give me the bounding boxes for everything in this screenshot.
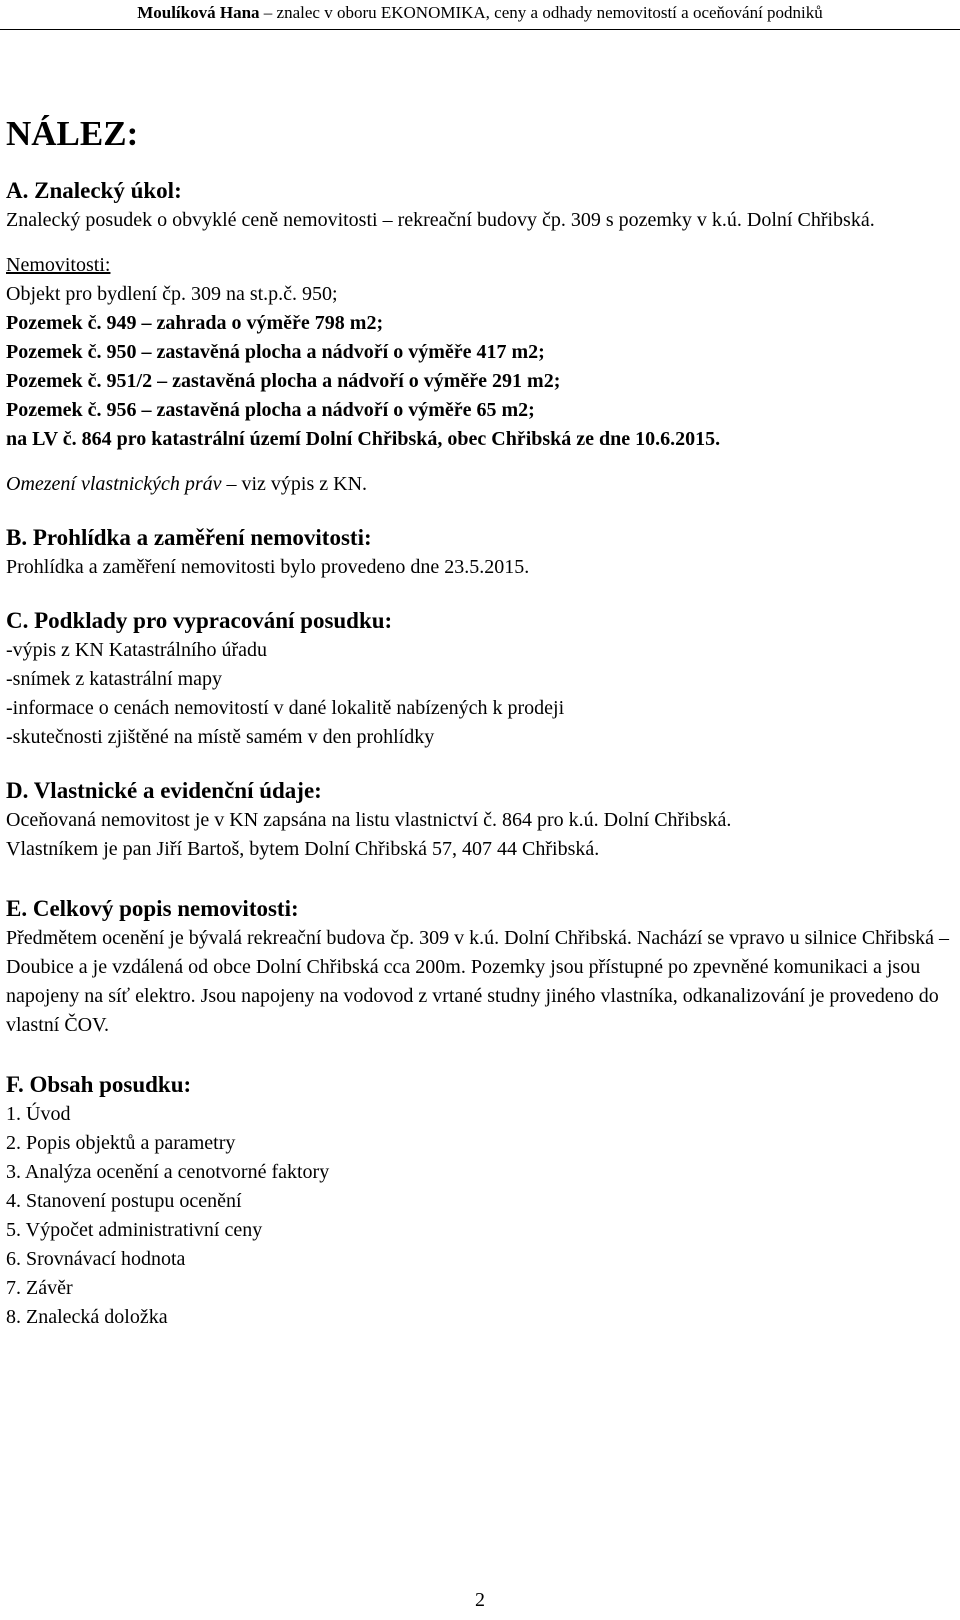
contents-item: 1. Úvod (6, 1103, 71, 1125)
contents-item: 4. Stanovení postupu ocenění (6, 1190, 242, 1212)
section-a (6, 176, 956, 499)
restriction-text: – viz výpis z KN. (226, 473, 368, 495)
source-item: -skutečnosti zjištěné na místě samém v den prohlídky (6, 726, 435, 748)
ownership-line: Oceňovaná nemovitost je v KN zapsána na listu vlastnictví č. 864 pro k.ú. Dolní Chřibská. (6, 809, 732, 831)
page-title: NÁLEZ: (6, 114, 139, 153)
document-body (6, 112, 956, 1332)
section-f (6, 1070, 956, 1332)
property-item: Objekt pro bydlení čp. 309 na st.p.č. 950; (6, 283, 338, 305)
ownership-line: Vlastníkem je pan Jiří Bartoš, bytem Dolní Chřibská 57, 407 44 Chřibská. (6, 838, 600, 860)
header-subtitle: – znalec v oboru EKONOMIKA, ceny a odhady nemovitostí a oceňování podniků (263, 3, 823, 22)
section-b-text: Prohlídka a zaměření nemovitosti bylo provedeno dne 23.5.2015. (6, 556, 530, 578)
section-b (6, 523, 956, 582)
property-item: Pozemek č. 951/2 – zastavěná plocha a nádvoří o výměře 291 m2; (6, 370, 561, 392)
source-item: -výpis z KN Katastrálního úřadu (6, 639, 268, 661)
property-item: Pozemek č. 950 – zastavěná plocha a nádvoří o výměře 417 m2; (6, 341, 545, 363)
header-author: Moulíková Hana (137, 3, 260, 22)
page-number: 2 (475, 1589, 485, 1611)
section-b-title: B. Prohlídka a zaměření nemovitosti: (6, 525, 372, 550)
property-item: Pozemek č. 949 – zahrada o výměře 798 m2; (6, 312, 384, 334)
section-c (6, 606, 956, 752)
section-f-title: F. Obsah posudku: (6, 1072, 192, 1097)
section-d (6, 776, 956, 864)
page-header (0, 3, 960, 23)
contents-item: 2. Popis objektů a parametry (6, 1132, 236, 1154)
contents-item: 5. Výpočet administrativní ceny (6, 1219, 263, 1241)
contents-item: 7. Závěr (6, 1277, 73, 1299)
properties-heading: Nemovitosti: (6, 254, 111, 276)
restriction-label: Omezení vlastnických práv (6, 473, 222, 495)
section-e-text: Předmětem ocenění je bývalá rekreační budova čp. 309 v k.ú. Dolní Chřibská. Nachází se vpravo u silnice Chřibská – Doubice a je vzdálená od obce Dolní Chřibská cca 200m. Pozemky jsou přístupné po zpevněné komunikaci a jsou napojeny na síť elektro. Jsou napojeny na vodovod z vrtané studny jiného vlastníka, odkanalizování je provedeno do vlastní ČOV. (6, 927, 950, 1036)
property-item: na LV č. 864 pro katastrální území Dolní Chřibská, obec Chřibská ze dne 10.6.2015. (6, 428, 721, 450)
property-item: Pozemek č. 956 – zastavěná plocha a nádvoří o výměře 65 m2; (6, 399, 535, 421)
restriction-line (6, 470, 956, 499)
source-item: -informace o cenách nemovitostí v dané lokalitě nabízených k prodeji (6, 697, 565, 719)
section-a-title: A. Znalecký úkol: (6, 178, 182, 203)
section-d-title: D. Vlastnické a evidenční údaje: (6, 778, 322, 803)
contents-item: 3. Analýza ocenění a cenotvorné faktory (6, 1161, 330, 1183)
header-divider (0, 29, 960, 30)
section-c-title: C. Podklady pro vypracování posudku: (6, 608, 393, 633)
source-item: -snímek z katastrální mapy (6, 668, 223, 690)
section-e (6, 894, 956, 1040)
section-e-title: E. Celkový popis nemovitosti: (6, 896, 299, 921)
contents-item: 8. Znalecká doložka (6, 1306, 168, 1328)
contents-item: 6. Srovnávací hodnota (6, 1248, 186, 1270)
section-a-text: Znalecký posudek o obvyklé ceně nemovitosti – rekreační budovy čp. 309 s pozemky v k.ú. Dolní Chřibská. (6, 209, 875, 231)
